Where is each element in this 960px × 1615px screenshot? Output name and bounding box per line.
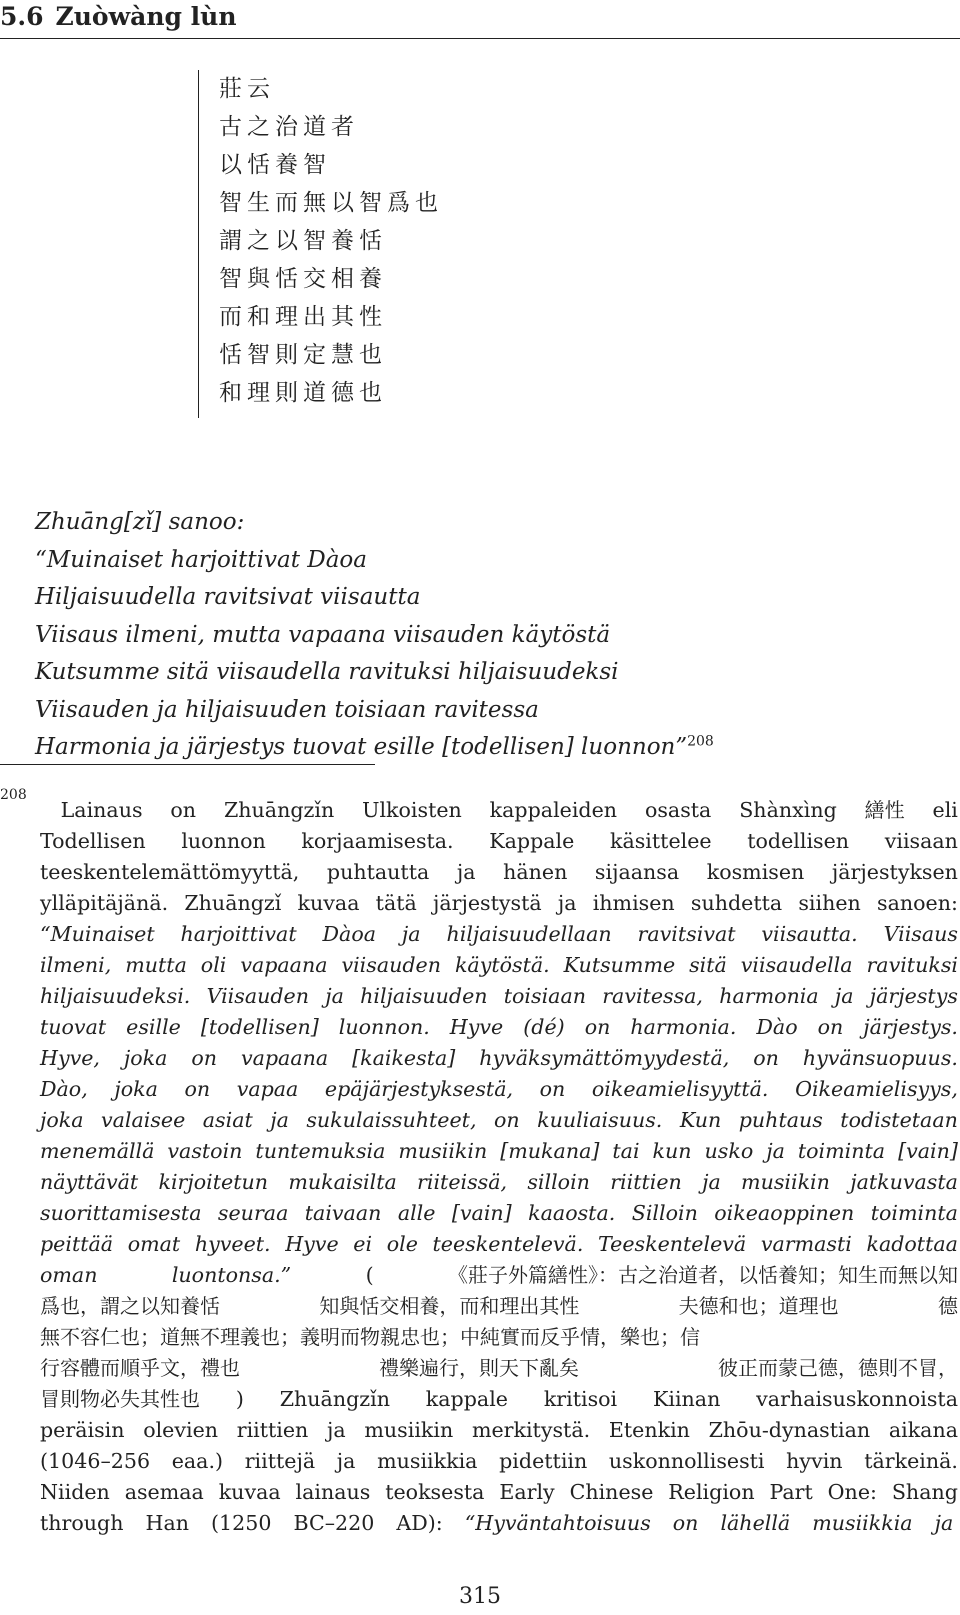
footnote-word: toisiaan: [503, 984, 586, 1008]
footnote-word: [vain]: [451, 1201, 512, 1225]
footnote-line: [0, 1012, 958, 1043]
footnote-reference[interactable]: 208: [687, 733, 714, 750]
footnote-word: ja: [766, 1139, 785, 1163]
footnote-word: ja: [325, 984, 344, 1008]
footnote-word: pidettiin: [499, 1449, 588, 1473]
footnote-word: ravituksi: [866, 953, 958, 977]
footnote-word: Early: [499, 1480, 555, 1504]
footnote-word: oikeamielisyyttä.: [591, 1077, 769, 1101]
footnote-word: teeskentelemättömyyttä,: [40, 860, 300, 884]
footnote-chinese: 無不容仁也；道無不理義也；義明而物親忠也；中純實而反乎情，樂也；信: [40, 1325, 700, 1349]
footnote-word: kosmisen: [706, 860, 805, 884]
footnote-word: Shang: [891, 1480, 958, 1504]
chinese-poem-line: 和理則道德也: [219, 380, 387, 406]
chinese-poem-line: 恬智則定慧也: [219, 342, 387, 368]
footnote-word: ): [235, 1387, 244, 1411]
footnote-word: riittien: [610, 1170, 682, 1194]
footnote-word: Dào,: [40, 1077, 88, 1101]
footnote-word: harmonia.: [630, 1015, 737, 1039]
footnote-word: ole: [386, 1232, 418, 1256]
footnote-word: valaisee: [101, 1108, 186, 1132]
footnote-word: lähellä: [720, 1511, 791, 1535]
footnote-word: joka: [40, 1108, 84, 1132]
footnote-word: Oikeamielisyys,: [795, 1077, 958, 1101]
footnote-line: [0, 1043, 958, 1074]
footnote-word: “Hyväntahtoisuus: [464, 1511, 651, 1535]
footnote-word: Kutsumme: [563, 953, 676, 977]
footnote-line: [0, 950, 958, 981]
footnote-word: Kiinan: [652, 1387, 721, 1411]
footnote-word: silloin: [527, 1170, 590, 1194]
footnote-chinese: 爲也，謂之以知養恬: [40, 1294, 220, 1318]
translation-line: Viisauden ja hiljaisuuden toisiaan ravitessa: [35, 696, 539, 723]
footnote-word: Teeskentelevä: [598, 1232, 747, 1256]
footnote-word: viisauden: [341, 953, 442, 977]
footnote-word: Religion: [668, 1480, 755, 1504]
footnote-word: kappale: [425, 1387, 508, 1411]
footnote-word: mukaisilta: [288, 1170, 397, 1194]
footnote-word: kadottaa: [866, 1232, 958, 1256]
footnote-word: musiikin: [398, 1139, 488, 1163]
footnote-word: sitä: [689, 953, 727, 977]
footnote-word: BC–220: [293, 1511, 375, 1535]
heading-rule: [0, 38, 960, 39]
translation-line: Hiljaisuudella ravitsivat viisautta: [35, 584, 421, 610]
footnote-word: joka: [114, 1077, 158, 1101]
footnote-word: on: [672, 1511, 699, 1535]
footnote-word: AD):: [396, 1511, 443, 1535]
footnote-word: Kun: [679, 1108, 722, 1132]
footnote-word: Ulkoisten: [362, 798, 462, 822]
footnote-word: mutta: [125, 953, 187, 977]
footnote-line: [0, 1446, 958, 1477]
footnote-word: asiat: [202, 1108, 253, 1132]
footnote-word: riittien: [236, 1418, 309, 1442]
footnote-line: [0, 1291, 958, 1322]
footnote-word: sanoen:: [877, 891, 958, 915]
footnote-line: 208 Lainaus on Zhuāngzǐn Ulkoisten kappaleiden osasta Shànxìng 繕性 eli: [0, 795, 958, 826]
footnote-word: on: [493, 1108, 520, 1132]
footnote-word: puhtautta: [326, 860, 430, 884]
footnote-word: on: [539, 1077, 566, 1101]
footnote-word: korjaamisesta.: [301, 829, 454, 853]
footnote-word: kuuliaisuus.: [537, 1108, 663, 1132]
footnote-word: Etenkin: [608, 1418, 690, 1442]
footnote-word: kaaosta.: [528, 1201, 616, 1225]
footnote-word: vapaana: [240, 953, 328, 977]
footnote-word: sijaansa: [594, 860, 680, 884]
footnote-line: [0, 1415, 958, 1446]
footnote-word: asemaa: [124, 1480, 204, 1504]
footnote-word: Silloin: [631, 1201, 698, 1225]
footnote-word: Hyve: [285, 1232, 339, 1256]
footnote-word: hänen: [503, 860, 568, 884]
footnote-word: toiminta: [870, 1201, 958, 1225]
translation-line-text: Harmonia ja järjestys tuovat esille [todellisen] luonnon”: [35, 734, 688, 760]
footnote-word: uskonnollisesti: [608, 1449, 765, 1473]
footnote-word: käytöstä.: [454, 953, 550, 977]
footnote-word: [todellisen]: [200, 1015, 319, 1039]
chinese-poem-line: 以恬養智: [219, 152, 331, 178]
footnote-word: (dé): [523, 1015, 565, 1039]
footnote-word: Todellisen: [40, 829, 146, 853]
footnote-word: Dàoa: [322, 922, 376, 946]
footnote-word: musiikin: [364, 1418, 454, 1442]
footnote-word: vastoin: [167, 1139, 243, 1163]
footnote-chinese: 冒則物必失其性也: [40, 1387, 200, 1411]
footnote-word: Kappale: [489, 829, 575, 853]
chinese-poem-line: 古之治道者: [219, 114, 359, 140]
footnote-word: Zhōu-dynastian: [708, 1418, 871, 1442]
footnote-chinese: 禮樂遍行，則天下亂矣: [379, 1356, 579, 1380]
footnote-word: puhtaus: [738, 1108, 823, 1132]
footnote-word: menemällä: [40, 1139, 155, 1163]
footnote-word: alle: [397, 1201, 436, 1225]
footnote-word: olevien: [143, 1418, 219, 1442]
footnote-word: usko: [704, 1139, 754, 1163]
footnote-word: on: [584, 1015, 611, 1039]
footnote-word: käsittelee: [609, 829, 712, 853]
footnote-word: lainaus: [295, 1480, 371, 1504]
chinese-poem: [198, 70, 443, 418]
footnote-word: Lainaus: [60, 798, 143, 822]
footnote-word: tärkeinä.: [864, 1449, 958, 1473]
footnote-line: [0, 1074, 958, 1105]
footnote-chinese: 夫德和也；道理也: [678, 1294, 839, 1318]
section-title: Zuòwàng lùn: [55, 2, 237, 31]
footnote-word: ja: [401, 922, 421, 946]
footnote-word: hiljaisuuden: [360, 984, 488, 1008]
footnote-line: [0, 1384, 958, 1415]
footnote-word: ja: [702, 1170, 721, 1194]
footnote-word: hiljaisuudeksi.: [40, 984, 191, 1008]
footnote-word: jatkuvasta: [850, 1170, 958, 1194]
footnote-word: todellisen: [747, 829, 850, 853]
footnote-word: luonnon.: [338, 1015, 430, 1039]
footnote-word: tai: [612, 1139, 640, 1163]
footnote-line: [0, 1322, 958, 1353]
footnote-line: [0, 1353, 958, 1384]
footnote-chinese: 德: [937, 1294, 958, 1318]
footnote-word: teeskentelevä.: [432, 1232, 584, 1256]
chinese-poem-line: 智生而無以智爲也: [219, 190, 443, 216]
footnote-word: [mukana]: [500, 1139, 600, 1163]
section-heading: [0, 0, 237, 34]
footnote-line: [0, 1260, 958, 1291]
footnote-word: Hyve: [449, 1015, 504, 1039]
footnote-word: kappaleiden: [489, 798, 618, 822]
footnote-word: harmonia: [719, 984, 819, 1008]
footnote-word: vapaana: [240, 1046, 329, 1070]
footnote-rule: [0, 764, 375, 765]
page-number: 315: [459, 1584, 501, 1609]
footnote-word: One:: [827, 1480, 877, 1504]
footnote-word: vapaa: [236, 1077, 299, 1101]
footnote-word: (1250: [211, 1511, 272, 1535]
footnote-chinese: 彼正而蒙己德，德則不冒，: [718, 1356, 958, 1380]
section-number: 5.6: [0, 2, 44, 31]
translation-line: Viisaus ilmeni, mutta vapaana viisauden käytöstä: [35, 621, 611, 648]
footnote-word: oikeaoppinen: [714, 1201, 855, 1225]
footnote-word: musiikkia: [812, 1511, 913, 1535]
translation-line: “Muinaiset harjoittivat Dàoa: [35, 546, 367, 573]
chinese-poem-line: 智與恬交相養: [219, 266, 387, 292]
footnote-word: Part: [769, 1480, 813, 1504]
footnote-line: [0, 826, 958, 857]
footnote-word: Viisaus: [883, 922, 958, 946]
footnote-word: on: [170, 798, 197, 822]
footnote-word: luontonsa.”: [171, 1263, 292, 1287]
footnote-line: [0, 1477, 958, 1508]
footnote-word: riittejä: [244, 1449, 316, 1473]
translation-line-last: [35, 729, 714, 767]
footnote-word: peräisin: [40, 1418, 125, 1442]
footnote-word: suorittamisesta: [40, 1201, 202, 1225]
footnote-word: [kaikesta]: [352, 1046, 456, 1070]
footnote-line: [0, 1229, 958, 1260]
footnote-chinese: 行容體而順乎文，禮也: [40, 1356, 240, 1380]
footnote-word: kritisoi: [543, 1387, 618, 1411]
footnote-word: oli: [200, 953, 227, 977]
footnote-word: ravitessa,: [602, 984, 703, 1008]
footnote-word: näyttävät: [40, 1170, 139, 1194]
footnote-word: ja: [327, 1418, 346, 1442]
footnote-chinese: 《莊子外篇繕性》：古之治道者，以恬養知；知生而無以知: [447, 1263, 958, 1287]
footnote: [0, 787, 958, 1539]
footnote-line: [0, 1198, 958, 1229]
footnote-word: Niiden: [40, 1480, 110, 1504]
footnote-word: ihmisen: [592, 891, 675, 915]
footnote-word: omat: [127, 1232, 181, 1256]
footnote-word: esille: [126, 1015, 181, 1039]
footnote-word: todistetaan: [840, 1108, 958, 1132]
footnote-word: Hyve,: [40, 1046, 100, 1070]
footnote-line: [0, 919, 958, 950]
footnote-word: merkitystä.: [471, 1418, 591, 1442]
footnote-line: [0, 1105, 958, 1136]
footnote-word: ja: [270, 1108, 289, 1132]
footnote-line: [0, 888, 958, 919]
footnote-word: epäjärjestyksestä,: [324, 1077, 514, 1101]
footnote-word: ja: [834, 984, 854, 1008]
footnote-chinese: 知與恬交相養，而和理出其性: [319, 1294, 580, 1318]
footnote-word: suhdetta: [690, 891, 783, 915]
footnote-word: peittää: [40, 1232, 114, 1256]
footnote-line: [0, 1136, 958, 1167]
footnote-word: kirjoitetun: [158, 1170, 269, 1194]
footnote-word: järjestys.: [863, 1015, 958, 1039]
translation-line: Kutsumme sitä viisaudella ravituksi hiljaisuudeksi: [35, 659, 619, 685]
footnote-word: ravitsivat: [637, 922, 736, 946]
footnote-word: kun: [652, 1139, 692, 1163]
footnote-word: on: [817, 1015, 844, 1039]
footnote-word: [vain]: [898, 1139, 958, 1163]
chinese-poem-line: 莊云: [219, 76, 275, 102]
footnote-word: toiminta: [797, 1139, 886, 1163]
footnote-word: hyvin: [786, 1449, 843, 1473]
footnote-word: teoksesta: [385, 1480, 485, 1504]
footnote-word: sukulaissuhteet,: [306, 1108, 477, 1132]
footnote-word: viisaan: [884, 829, 958, 853]
footnote-word: siihen: [798, 891, 861, 915]
footnote-word: musiikin: [741, 1170, 830, 1194]
footnote-word: ja: [934, 1511, 954, 1535]
footnote-word: Dào: [756, 1015, 798, 1039]
footnote-word: osasta: [644, 798, 712, 822]
footnote-word: hyveet.: [194, 1232, 271, 1256]
footnote-word: hiljaisuudellaan: [446, 922, 612, 946]
footnote-word: eaa.): [171, 1449, 224, 1473]
footnote-word: ja: [336, 1449, 356, 1473]
footnote-word: tuovat: [40, 1015, 107, 1039]
footnote-word: (: [365, 1263, 374, 1287]
footnote-word: harjoittivat: [180, 922, 297, 946]
footnote-word: joka: [123, 1046, 168, 1070]
footnote-line: [0, 1508, 958, 1539]
footnote-word: viisautta.: [761, 922, 858, 946]
footnote-line: [0, 1167, 958, 1198]
footnote-word: hyvänsuopuus.: [802, 1046, 958, 1070]
chinese-poem-line: 謂之以智養恬: [219, 228, 387, 254]
footnote-word: oman: [40, 1263, 98, 1287]
footnote-word: tätä: [375, 891, 417, 915]
footnote-word: Zhuāngzǐn: [223, 798, 335, 822]
footnote-word: riiteissä,: [417, 1170, 508, 1194]
footnote-word: varmasti: [760, 1232, 852, 1256]
footnote-word: musiikkia: [377, 1449, 478, 1473]
footnote-word: taivaan: [304, 1201, 382, 1225]
footnote-word: “Muinaiset: [40, 922, 155, 946]
footnote-line: [0, 981, 958, 1012]
footnote-line: [0, 857, 958, 888]
footnote-word: hyväksymättömyydestä,: [479, 1046, 730, 1070]
finnish-translation: [35, 504, 714, 767]
footnote-word: Chinese: [569, 1480, 654, 1504]
footnote-word: through: [40, 1511, 124, 1535]
footnote-word: Shànxìng: [739, 798, 837, 822]
footnote-word: seuraa: [217, 1201, 289, 1225]
footnote-word: Zhuāngzǐn: [279, 1387, 390, 1411]
footnote-word: ylläpitäjänä.: [40, 891, 169, 915]
footnote-word: on: [753, 1046, 779, 1070]
footnote-word: kuvaa: [297, 891, 360, 915]
footnote-word: luonnon: [181, 829, 266, 853]
translation-line: Zhuāng[zǐ] sanoo:: [35, 509, 245, 535]
footnote-chinese: 繕性: [864, 798, 905, 822]
footnote-word: järjestyksen: [831, 860, 958, 884]
footnote-word: järjestys: [869, 984, 958, 1008]
footnote-word: ja: [557, 891, 577, 915]
footnote-word: varhaisuskonnoista: [756, 1387, 958, 1411]
footnote-word: ei: [353, 1232, 373, 1256]
footnote-word: kuvaa: [218, 1480, 281, 1504]
footnote-word: on: [184, 1077, 211, 1101]
footnote-word: (1046–256: [40, 1449, 151, 1473]
chinese-poem-line: 而和理出其性: [219, 304, 387, 330]
footnote-word: Viisauden: [206, 984, 309, 1008]
footnote-word: Zhuāngzǐ: [184, 891, 282, 915]
footnote-word: ja: [456, 860, 476, 884]
footnote-word: viisaudella: [740, 953, 853, 977]
footnote-word: tuntemuksia: [255, 1139, 386, 1163]
footnote-word: eli: [932, 798, 958, 822]
footnote-word: Han: [145, 1511, 190, 1535]
footnote-word: on: [191, 1046, 218, 1070]
footnote-word: aikana: [888, 1418, 958, 1442]
footnote-word: järjestystä: [432, 891, 542, 915]
footnote-word: ilmeni,: [40, 953, 112, 977]
